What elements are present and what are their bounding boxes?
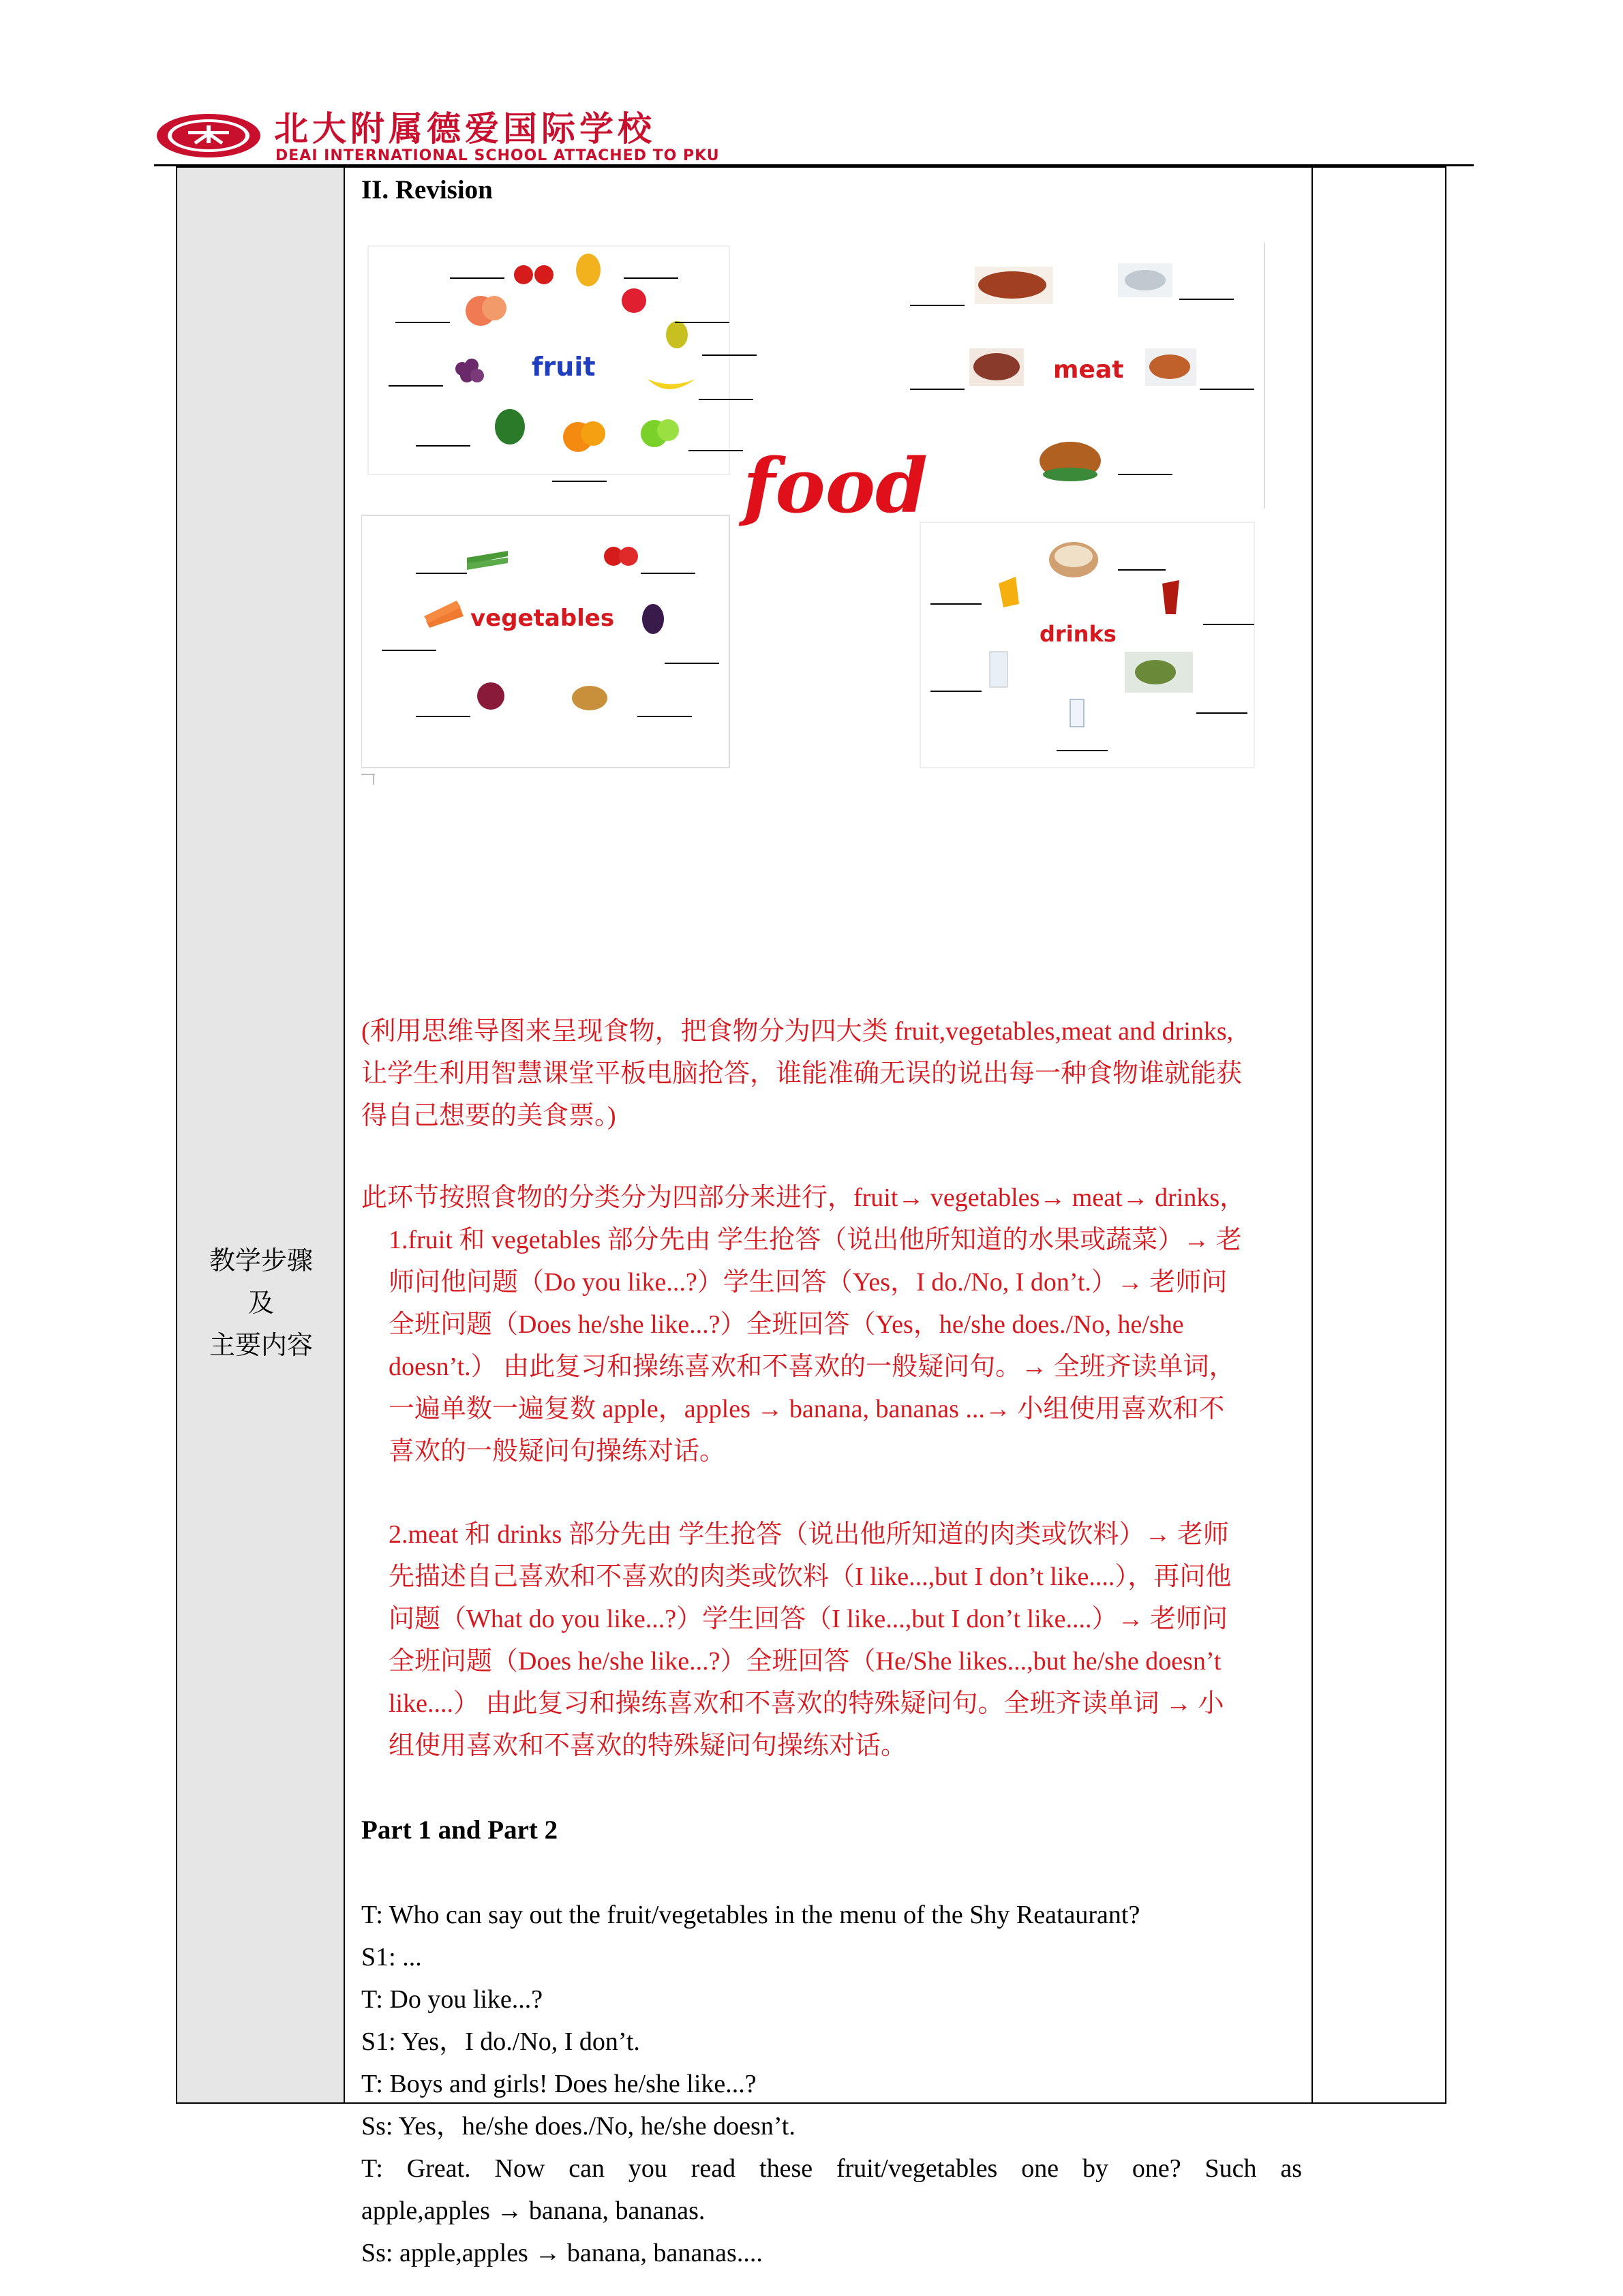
step-1-paragraph [389, 1219, 1242, 1472]
school-name-en: DEAI INTERNATIONAL SCHOOL ATTACHED TO PKU [275, 147, 720, 164]
step-2-line: 先描述自己喜欢和不喜欢的肉类或饮料（I like...,but I don’t like....），再问他 [389, 1562, 1232, 1591]
step-2-line: 组使用喜欢和不喜欢的特殊疑问句操练对话。 [389, 1732, 907, 1760]
step-1-line: 喜欢的一般疑问句操练对话。 [389, 1437, 726, 1466]
step-1-line: 1.fruit 和 vegetables 部分先由 学生抢答（说出他所知道的水果或蔬菜）→ 老 [389, 1226, 1242, 1254]
mindmap-meat-label: meat [1053, 356, 1124, 384]
step-1-line: 一遍单数一遍复数 apple，apples → banana, bananas ...→ 小组使用喜欢和不 [389, 1395, 1225, 1423]
note-line: 得自己想要的美食票。) [361, 1102, 616, 1130]
step-1-line: 师问他问题（Do you like...?）学生回答（Yes，I do./No, I don’t.）→ 老师问 [389, 1268, 1228, 1297]
row-label-line: 及 [247, 1288, 274, 1318]
lesson-table [176, 166, 1446, 2267]
food-mindmap [361, 243, 1302, 958]
step-2-line: like....） 由此复习和操练喜欢和不喜欢的特殊疑问句。全班齐读单词 → 小 [389, 1689, 1224, 1718]
vegetable-answer-lines [382, 573, 719, 716]
note-line: (利用思维导图来呈现食物，把食物分为四大类 fruit,vegetables,meat and drinks, [361, 1017, 1234, 1046]
step-2-line: 问题（What do you like...?）学生回答（I like...,but I don’t like....）→ 老师问 [389, 1605, 1228, 1633]
dialogue-line: T: Do you like...? [361, 1985, 543, 2014]
school-name-cn: 北大附属德爱国际学校 [274, 109, 656, 149]
procedure-intro: 此环节按照食物的分类分为四部分来进行，fruit→ vegetables→ meat→ drinks， [361, 1183, 1246, 1212]
drink-answer-lines [930, 570, 1254, 751]
dialogue-line: T: Boys and girls! Does he/she like...? [361, 2070, 757, 2098]
dialogue-line: Ss: apple,apples → banana, bananas.... [361, 2239, 763, 2267]
note-paragraph [361, 1010, 1242, 1137]
section-title: II. Revision [361, 175, 493, 205]
mindmap-drinks-label: drinks [1040, 621, 1117, 647]
dialogue-line: S1: ... [361, 1943, 422, 1972]
label-column [177, 168, 345, 2102]
mindmap-center-label: food [743, 442, 928, 530]
note-line: 让学生利用智慧课堂平板电脑抢答，谁能准确无误的说出每一种食物谁就能获 [361, 1059, 1243, 1088]
mindmap-vegetables-label: vegetables [470, 605, 615, 632]
dialogue-line: S1: Yes，I do./No, I don’t. [361, 2027, 640, 2056]
step-1-line: 全班问题（Does he/she like...?）全班回答（Yes，he/she does./No, he/she [389, 1310, 1184, 1339]
dialogue-line: Ss: Yes，he/she does./No, he/she doesn’t. [361, 2112, 795, 2141]
remarks-column [1311, 168, 1445, 2102]
dialogue-line: T: Great. Now can you read these fruit/vegetables one by one? Such as [361, 2154, 1302, 2183]
part-title: Part 1 and Part 2 [361, 1815, 558, 1845]
dialogue [361, 1894, 1302, 2274]
school-header [154, 109, 836, 164]
row-label-line: 教学步骤 [209, 1245, 313, 1275]
row-label-line: 主要内容 [209, 1330, 313, 1360]
step-2-line: 全班问题（Does he/she like...?）全班回答（He/She likes...,but he/she doesn’t [389, 1647, 1222, 1676]
row-label [177, 1239, 345, 1366]
dialogue-line: T: Who can say out the fruit/vegetables in the menu of the Shy Reataurant? [361, 1901, 1140, 1929]
step-2-line: 2.meat 和 drinks 部分先由 学生抢答（说出他所知道的肉类或饮料）→ 老师 [389, 1520, 1229, 1549]
dialogue-line: apple,apples → banana, bananas. [361, 2196, 706, 2225]
school-seal-icon [154, 112, 263, 160]
mindmap-fruit-label: fruit [532, 352, 596, 382]
step-2-paragraph [389, 1513, 1231, 1767]
step-1-line: doesn’t.） 由此复习和操练喜欢和不喜欢的一般疑问句。→ 全班齐读单词， [389, 1353, 1235, 1381]
